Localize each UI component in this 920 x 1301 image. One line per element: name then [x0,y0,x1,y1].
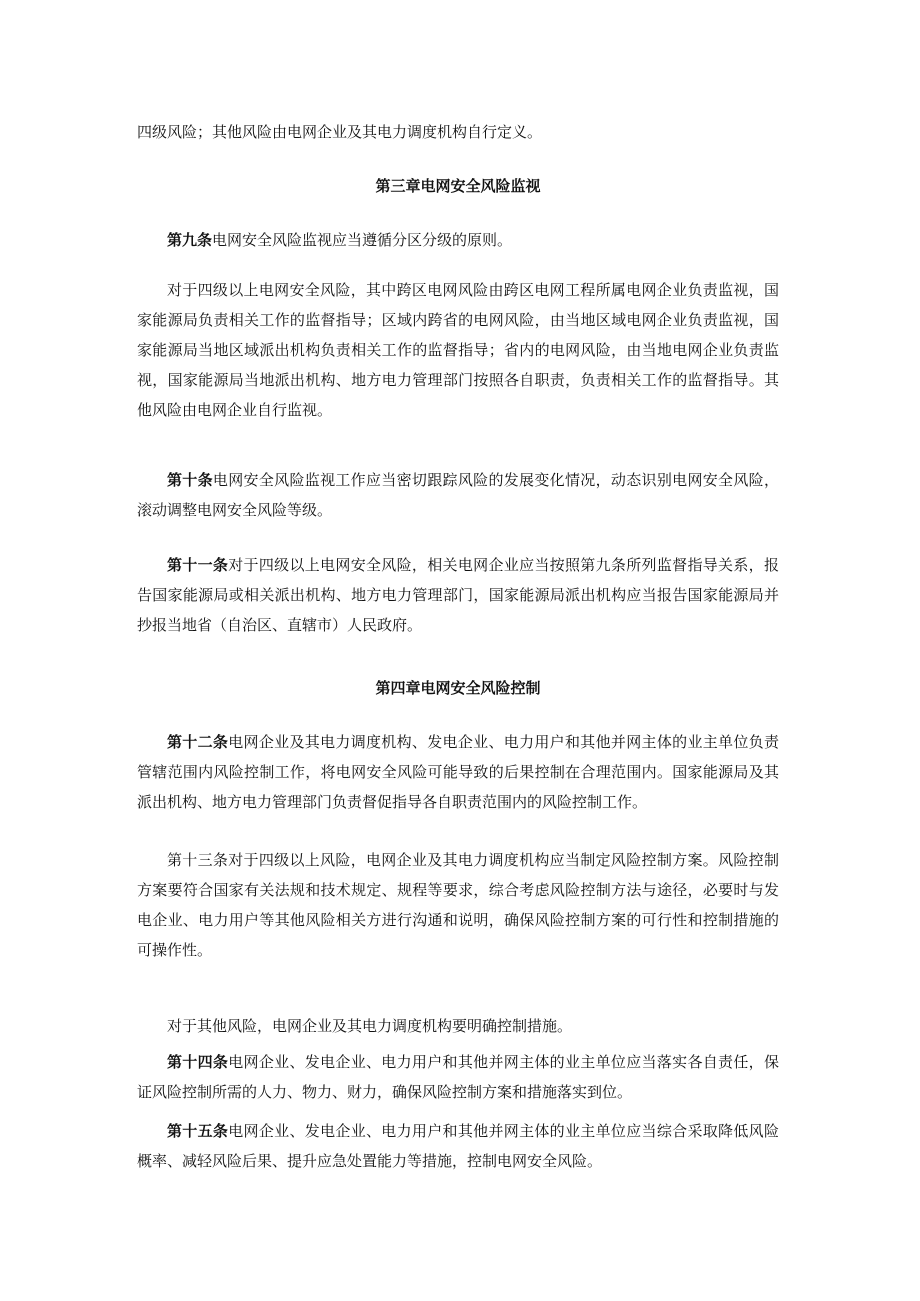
article-12-text: 电网企业及其电力调度机构、发电企业、电力用户和其他并网主体的业主单位负责管辖范围内风险控制工作，将电网安全风险可能导致的后果控制在合理范围内。国家能源局及其派出机构、地方电力管理部门负责督促指导各自职责范围内的风险控制工作。 [137,733,779,811]
article-12-label: 第十二条 [167,733,229,751]
article-9-label: 第九条 [167,231,213,249]
article-9 [137,225,779,255]
article-9-text: 电网安全风险监视应当遵循分区分级的原则。 [212,231,513,249]
article-10-label: 第十条 [167,471,213,489]
article-10 [137,465,779,525]
chapter-3-heading: 第三章电网安全风险监视 [375,177,541,195]
article-14-label: 第十四条 [167,1053,229,1071]
article-15-text: 电网企业、发电企业、电力用户和其他并网主体的业主单位应当综合采取降低风险概率、减轻风险后果、提升应急处置能力等措施，控制电网安全风险。 [137,1122,779,1170]
article-15 [137,1116,779,1176]
article-11-label: 第十一条 [167,556,229,574]
article-10-text: 电网安全风险监视工作应当密切跟踪风险的发展变化情况，动态识别电网安全风险，滚动调整电网安全风险等级。 [137,471,779,519]
article-13-paragraph-2: 对于其他风险，电网企业及其电力调度机构要明确控制措施。 [167,1017,573,1035]
article-13: 第十三条对于四级以上风险，电网企业及其电力调度机构应当制定风险控制方案。风险控制方案要符合国家有关法规和技术规定、规程等要求，综合考虑风险控制方法与途径，必要时与发电企业、电力用户等其他风险相关方进行沟通和说明，确保风险控制方案的可行性和控制措施的可操作性。 [137,851,779,959]
paragraph-continuation: 四级风险；其他风险由电网企业及其电力调度机构自行定义。 [137,123,543,141]
chapter-4-heading: 第四章电网安全风险控制 [375,679,541,697]
article-11-text: 对于四级以上电网安全风险，相关电网企业应当按照第九条所列监督指导关系，报告国家能源局或相关派出机构、地方电力管理部门，国家能源局派出机构应当报告国家能源局并抄报当地省（自治区、直辖市）人民政府。 [137,556,779,634]
article-11 [137,550,779,640]
article-12 [137,727,779,817]
article-14-text: 电网企业、发电企业、电力用户和其他并网主体的业主单位应当落实各自责任，保证风险控制所需的人力、物力、财力，确保风险控制方案和措施落实到位。 [137,1053,779,1101]
article-9-paragraph-2: 对于四级以上电网安全风险，其中跨区电网风险由跨区电网工程所属电网企业负责监视，国家能源局负责相关工作的监督指导；区域内跨省的电网风险，由当地区域电网企业负责监视，国家能源局当地区域派出机构负责相关工作的监督指导；省内的电网风险，由当地电网企业负责监视，国家能源局当地派出机构、地方电力管理部门按照各自职责，负责相关工作的监督指导。其他风险由电网企业自行监视。 [137,281,779,419]
article-15-label: 第十五条 [167,1122,229,1140]
article-14 [137,1047,779,1107]
